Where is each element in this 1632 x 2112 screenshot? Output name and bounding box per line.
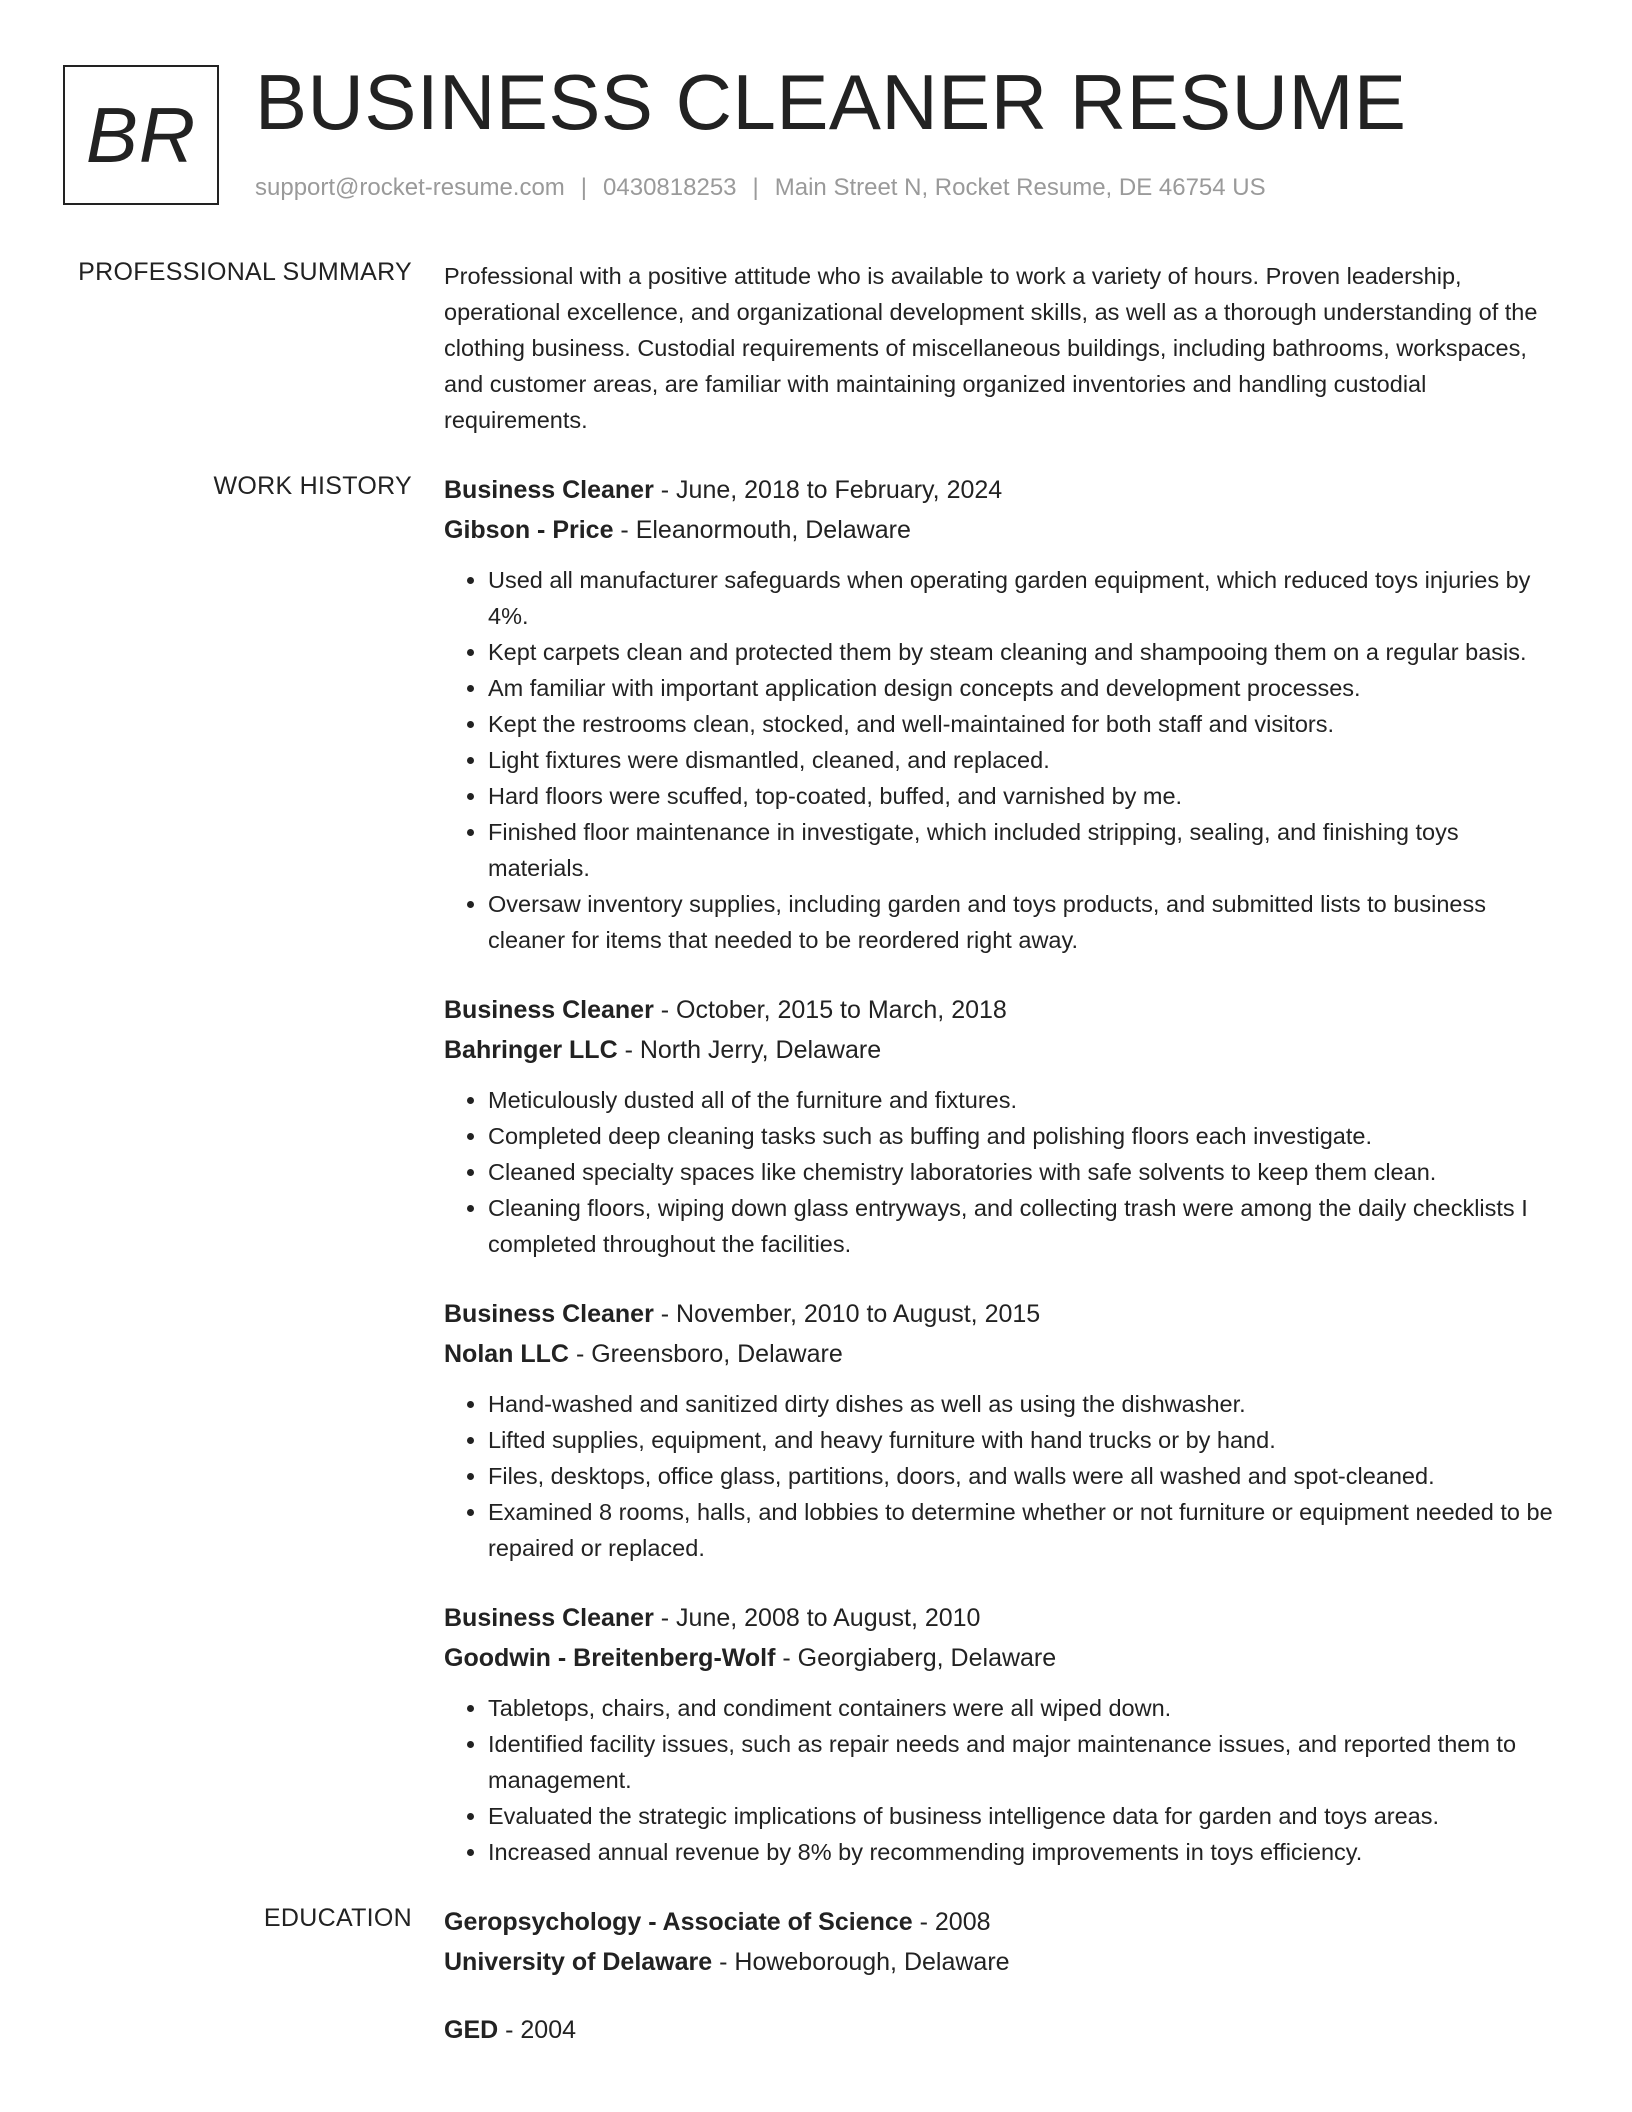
contact-line: [255, 174, 1266, 202]
summary-body: [444, 258, 1554, 438]
contact-address: Main Street N, Rocket Resume, DE 46754 US: [774, 174, 1266, 201]
education-section: [263, 1902, 1554, 2050]
job-title: Business Cleaner: [444, 1604, 654, 1632]
edu-school: University of Delaware: [444, 1948, 713, 1976]
job-dates: - June, 2018 to February, 2024: [653, 476, 1003, 504]
job-dates: - November, 2010 to August, 2015: [653, 1300, 1041, 1328]
edu-location: - Howeborough, Delaware: [712, 1948, 1010, 1976]
edu-degree: Geropsychology - Associate of Science: [444, 1908, 913, 1936]
bullet-item: • Am familiar with important application design concepts and development processes.: [488, 670, 1554, 706]
job-title-line: [444, 990, 1554, 1030]
education-entry: [444, 2010, 1554, 2050]
job-entry: [444, 470, 1554, 958]
bullet-item: • Completed deep cleaning tasks such as buffing and polishing floors each investigate.: [488, 1118, 1554, 1154]
contact-email: support@rocket-resume.com: [255, 174, 565, 201]
bullet-item: • Lifted supplies, equipment, and heavy furniture with hand trucks or by hand.: [488, 1422, 1554, 1458]
job-title: Business Cleaner: [444, 1300, 654, 1328]
job-company: Nolan LLC: [444, 1340, 569, 1368]
bullet-item: • Examined 8 rooms, halls, and lobbies to determine whether or not furniture or equipment needed to be repaired or replaced.: [488, 1494, 1554, 1566]
section-label-education: EDUCATION: [263, 1904, 412, 1932]
job-company-line: [444, 1334, 1554, 1374]
resume-title: BUSINESS CLEANER RESUME: [255, 58, 1407, 146]
job-entry: [444, 1294, 1554, 1566]
job-company-line: [444, 510, 1554, 550]
bullet-item: • Cleaning floors, wiping down glass entryways, and collecting trash were among the daily checklists I completed throughout the facilities.: [488, 1190, 1554, 1262]
bullet-item: • Finished floor maintenance in investigate, which included stripping, sealing, and finishing toys materials.: [488, 814, 1554, 886]
job-bullets: [444, 1690, 1554, 1870]
section-label-summary: PROFESSIONAL SUMMARY: [78, 258, 412, 286]
job-entry: [444, 990, 1554, 1262]
edu-year: - 2004: [498, 2016, 577, 2044]
bullet-item: • Hard floors were scuffed, top-coated, buffed, and varnished by me.: [488, 778, 1554, 814]
edu-year: - 2008: [912, 1908, 991, 1936]
job-company-line: [444, 1030, 1554, 1070]
bullet-item: • Evaluated the strategic implications of business intelligence data for garden and toys areas.: [488, 1798, 1554, 1834]
contact-separator: |: [580, 174, 588, 201]
job-company-line: [444, 1638, 1554, 1678]
bullet-item: • Hand-washed and sanitized dirty dishes as well as using the dishwasher.: [488, 1386, 1554, 1422]
job-title: Business Cleaner: [444, 996, 654, 1024]
edu-degree-line: [444, 1902, 1554, 1942]
job-location: - North Jerry, Delaware: [617, 1036, 882, 1064]
job-title-line: [444, 470, 1554, 510]
job-location: - Greensboro, Delaware: [569, 1340, 843, 1368]
bullet-item: • Kept the restrooms clean, stocked, and well-maintained for both staff and visitors.: [488, 706, 1554, 742]
job-entry: [444, 1598, 1554, 1870]
monogram-logo: BR: [63, 65, 219, 205]
bullet-item: • Increased annual revenue by 8% by recommending improvements in toys efficiency.: [488, 1834, 1554, 1870]
contact-phone: 0430818253: [603, 174, 737, 201]
bullet-item: • Oversaw inventory supplies, including garden and toys products, and submitted lists to business cleaner for items that needed to be reordered right away.: [488, 886, 1554, 958]
bullet-item: • Light fixtures were dismantled, cleaned, and replaced.: [488, 742, 1554, 778]
job-location: - Georgiaberg, Delaware: [775, 1644, 1057, 1672]
edu-degree-line: [444, 2010, 1554, 2050]
job-title-line: [444, 1294, 1554, 1334]
edu-school-line: [444, 1942, 1554, 1982]
summary-text: Professional with a positive attitude who is available to work a variety of hours. Proven leadership, operational excellence, and organizational development skills, as well as a thorough understanding of the clothing business. Custodial requirements of miscellaneous buildings, including bathrooms, workspaces, and customer areas, are familiar with maintaining organized inventories and handling custodial requirements.: [444, 263, 1538, 433]
contact-separator: |: [752, 174, 759, 201]
bullet-item: • Kept carpets clean and protected them by steam cleaning and shampooing them on a regular basis.: [488, 634, 1554, 670]
job-company: Bahringer LLC: [444, 1036, 618, 1064]
job-company: Gibson - Price: [444, 516, 614, 544]
bullet-item: • Used all manufacturer safeguards when operating garden equipment, which reduced toys injuries by 4%.: [488, 562, 1554, 634]
bullet-item: • Identified facility issues, such as repair needs and major maintenance issues, and reported them to management.: [488, 1726, 1554, 1798]
job-dates: - June, 2008 to August, 2010: [653, 1604, 981, 1632]
edu-degree: GED: [444, 2016, 499, 2044]
bullet-item: • Cleaned specialty spaces like chemistry laboratories with safe solvents to keep them clean.: [488, 1154, 1554, 1190]
education-entry: [444, 1902, 1554, 1982]
job-title: Business Cleaner: [444, 476, 654, 504]
job-location: - Eleanormouth, Delaware: [613, 516, 911, 544]
bullet-item: • Meticulously dusted all of the furniture and fixtures.: [488, 1082, 1554, 1118]
job-bullets: [444, 1082, 1554, 1262]
job-bullets: [444, 1386, 1554, 1566]
bullet-item: • Files, desktops, office glass, partitions, doors, and walls were all washed and spot-cleaned.: [488, 1458, 1554, 1494]
job-dates: - October, 2015 to March, 2018: [653, 996, 1007, 1024]
bullet-item: • Tabletops, chairs, and condiment containers were all wiped down.: [488, 1690, 1554, 1726]
job-bullets: [444, 562, 1554, 958]
section-label-work-history: WORK HISTORY: [213, 472, 412, 500]
job-title-line: [444, 1598, 1554, 1638]
job-company: Goodwin - Breitenberg-Wolf: [444, 1644, 776, 1672]
